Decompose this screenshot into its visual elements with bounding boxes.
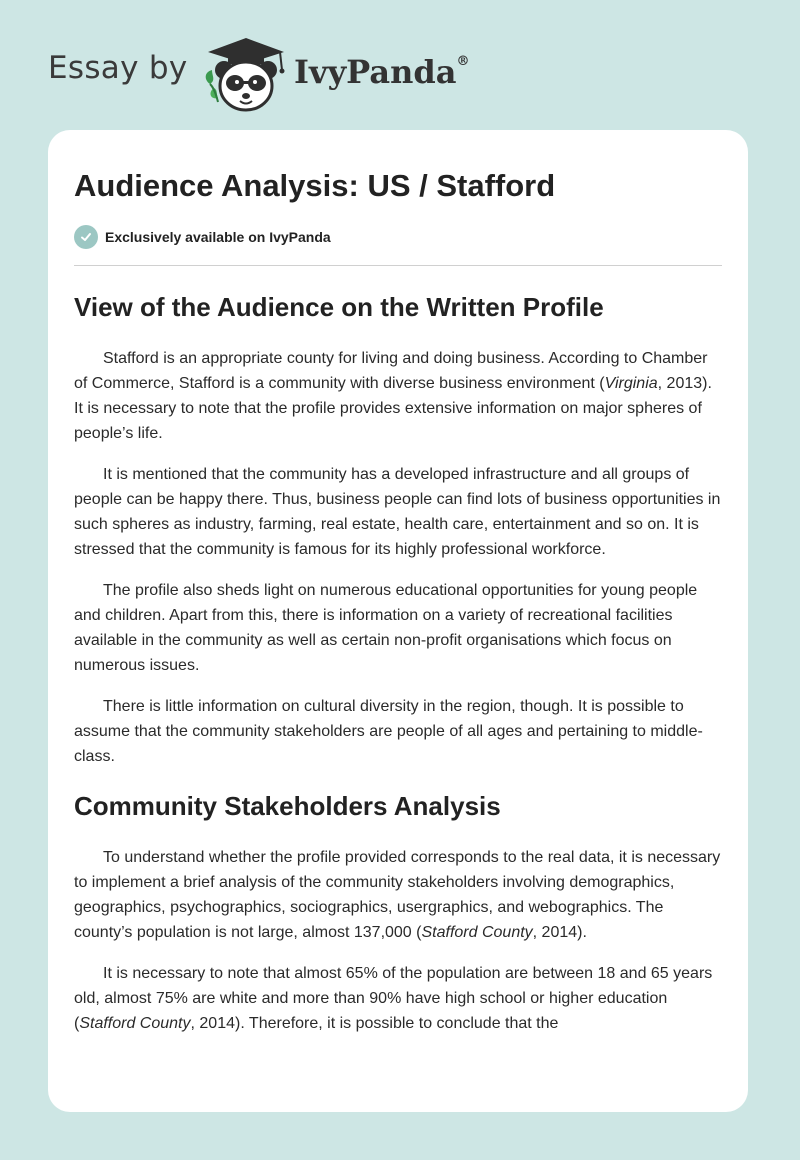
paragraph: There is little information on cultural diversity in the region, though. It is possible to assume that the community stakeholders are people of all ages and pertaining to middle-class. <box>74 698 703 765</box>
brand-name[interactable] <box>294 53 469 91</box>
section-heading: Community Stakeholders Analysis <box>74 791 501 821</box>
paragraph-text: To understand whether the profile provided corresponds to the real data, it is necessary to implement a brief analysis of the community stakeholders involving demographics, geographics, psychographics, sociographics, usergraphics, and webographics. The county’s population is not large, almost 137,000 ( <box>74 849 721 941</box>
panda-graduate-logo-icon[interactable] <box>200 36 292 112</box>
paragraph-text: , 2014). <box>532 924 587 941</box>
paragraph-text: , 2013). It is necessary to note that the profile provides extensive information on major spheres of people’s life. <box>74 375 712 442</box>
citation-source: Stafford County <box>79 1015 191 1032</box>
paragraph <box>74 961 722 1036</box>
paragraph-text: , 2014). Therefore, it is possible to conclude that the <box>190 1015 559 1032</box>
registered-mark: ® <box>456 54 470 70</box>
article-card <box>48 130 748 1112</box>
section-audience-view <box>74 290 722 769</box>
site-header <box>0 0 800 128</box>
citation-source: Virginia <box>604 375 658 392</box>
paragraph-text: Stafford is an appropriate county for living and doing business. According to Chamber of Commerce, Stafford is a community with diverse business environment ( <box>74 350 708 392</box>
paragraph: It is mentioned that the community has a developed infrastructure and all groups of people can be happy there. Thus, business people can find lots of business opportunities in such spheres as industry, farming, real estate, health care, entertainment and so on. It is stressed that the community is famous for its highly professional workforce. <box>74 466 721 558</box>
paragraph <box>74 845 722 945</box>
checkmark-icon <box>74 225 98 249</box>
paragraph: The profile also sheds light on numerous educational opportunities for young people and children. Apart from this, there is information on a variety of recreational facilities available in the community as well as certain non-profit organisations which focus on numerous issues. <box>74 582 698 674</box>
article-title: Audience Analysis: US / Stafford <box>74 168 556 203</box>
paragraph-text: It is necessary to note that almost 65% of the population are between 18 and 65 years old, almost 75% are white and more than 90% have high school or higher education ( <box>74 965 713 1032</box>
citation-source: Stafford County <box>421 924 533 941</box>
exclusive-badge-text: Exclusively available on IvyPanda <box>105 229 331 245</box>
brand-text: IvyPanda <box>294 53 457 91</box>
essay-by-label: Essay by <box>48 50 188 86</box>
section-heading: View of the Audience on the Written Profile <box>74 292 604 322</box>
title-divider <box>74 265 722 266</box>
section-stakeholders <box>74 789 722 1036</box>
paragraph <box>74 346 722 446</box>
exclusive-badge <box>74 224 722 250</box>
